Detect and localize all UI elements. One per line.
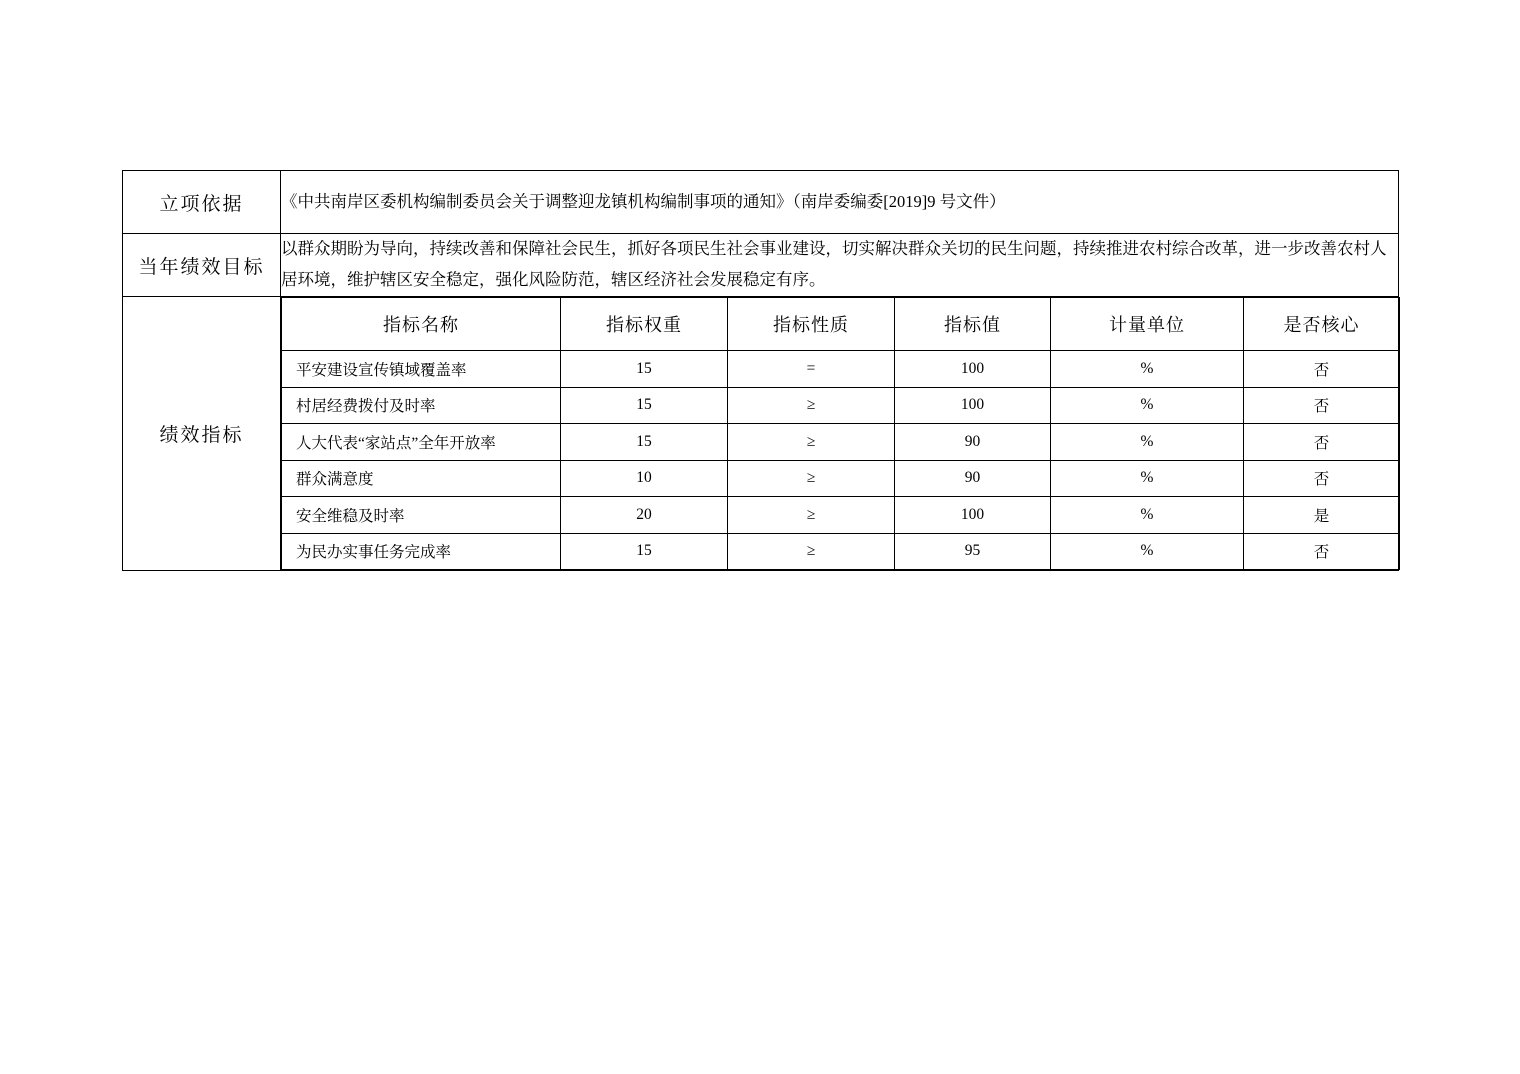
- header-cell-core: 是否核心: [1244, 298, 1400, 351]
- header-cell-weight: 指标权重: [561, 298, 728, 351]
- table-row: [282, 387, 1400, 424]
- cell-indicator-weight: 20: [561, 497, 728, 534]
- cell-indicator-weight: 15: [561, 351, 728, 388]
- cell-indicator-core: 否: [1244, 460, 1400, 497]
- cell-indicator-core: 是: [1244, 497, 1400, 534]
- cell-indicator-name: 安全维稳及时率: [282, 497, 561, 534]
- header-cell-name: 指标名称: [282, 298, 561, 351]
- cell-indicator-nature: ≥: [728, 424, 895, 461]
- cell-indicator-name: 平安建设宣传镇域覆盖率: [282, 351, 561, 388]
- cell-indicator-nature: ≥: [728, 460, 895, 497]
- table-row: [282, 497, 1400, 534]
- cell-indicator-name: 群众满意度: [282, 460, 561, 497]
- performance-table: [122, 170, 1399, 571]
- cell-indicator-name: 为民办实事任务完成率: [282, 533, 561, 570]
- cell-indicator-unit: %: [1051, 387, 1244, 424]
- cell-indicator-value: 90: [895, 460, 1051, 497]
- cell-indicator-core: 否: [1244, 387, 1400, 424]
- row-value-goal: 以群众期盼为导向，持续改善和保障社会民生，抓好各项民生社会事业建设，切实解决群众关切的民生问题，持续推进农村综合改革，进一步改善农村人居环境，维护辖区安全稳定，强化风险防范，辖区经济社会发展稳定有序。: [281, 234, 1399, 297]
- cell-indicator-core: 否: [1244, 424, 1400, 461]
- cell-indicator-unit: %: [1051, 460, 1244, 497]
- cell-indicator-nature: ≥: [728, 387, 895, 424]
- cell-indicator-value: 100: [895, 387, 1051, 424]
- cell-indicator-unit: %: [1051, 497, 1244, 534]
- row-label-basis: 立项依据: [123, 171, 281, 234]
- table-row: [282, 351, 1400, 388]
- row-label-indicators: 绩效指标: [123, 297, 281, 571]
- cell-indicator-unit: %: [1051, 351, 1244, 388]
- cell-indicator-core: 否: [1244, 351, 1400, 388]
- header-cell-unit: 计量单位: [1051, 298, 1244, 351]
- indicator-table: [281, 297, 1400, 570]
- row-label-goal: 当年绩效目标: [123, 234, 281, 297]
- cell-indicator-name: 人大代表“家站点”全年开放率: [282, 424, 561, 461]
- cell-indicator-nature: =: [728, 351, 895, 388]
- table-row: [282, 460, 1400, 497]
- header-cell-value: 指标值: [895, 298, 1051, 351]
- cell-indicator-unit: %: [1051, 424, 1244, 461]
- cell-indicator-nature: ≥: [728, 533, 895, 570]
- cell-indicator-unit: %: [1051, 533, 1244, 570]
- cell-indicator-weight: 10: [561, 460, 728, 497]
- cell-indicator-value: 100: [895, 497, 1051, 534]
- indicator-table-host: [281, 297, 1399, 571]
- table-row-indicators: [123, 297, 1399, 571]
- cell-indicator-weight: 15: [561, 387, 728, 424]
- cell-indicator-weight: 15: [561, 424, 728, 461]
- header-cell-nature: 指标性质: [728, 298, 895, 351]
- cell-indicator-value: 95: [895, 533, 1051, 570]
- indicator-header-row: [282, 298, 1400, 351]
- cell-indicator-nature: ≥: [728, 497, 895, 534]
- row-value-basis: 《中共南岸区委机构编制委员会关于调整迎龙镇机构编制事项的通知》（南岸委编委[2019]9 号文件）: [281, 171, 1399, 234]
- cell-indicator-name: 村居经费拨付及时率: [282, 387, 561, 424]
- cell-indicator-core: 否: [1244, 533, 1400, 570]
- cell-indicator-weight: 15: [561, 533, 728, 570]
- table-row: [282, 533, 1400, 570]
- cell-indicator-value: 90: [895, 424, 1051, 461]
- table-row-goal: [123, 234, 1399, 297]
- table-row-basis: [123, 171, 1399, 234]
- cell-indicator-value: 100: [895, 351, 1051, 388]
- table-row: [282, 424, 1400, 461]
